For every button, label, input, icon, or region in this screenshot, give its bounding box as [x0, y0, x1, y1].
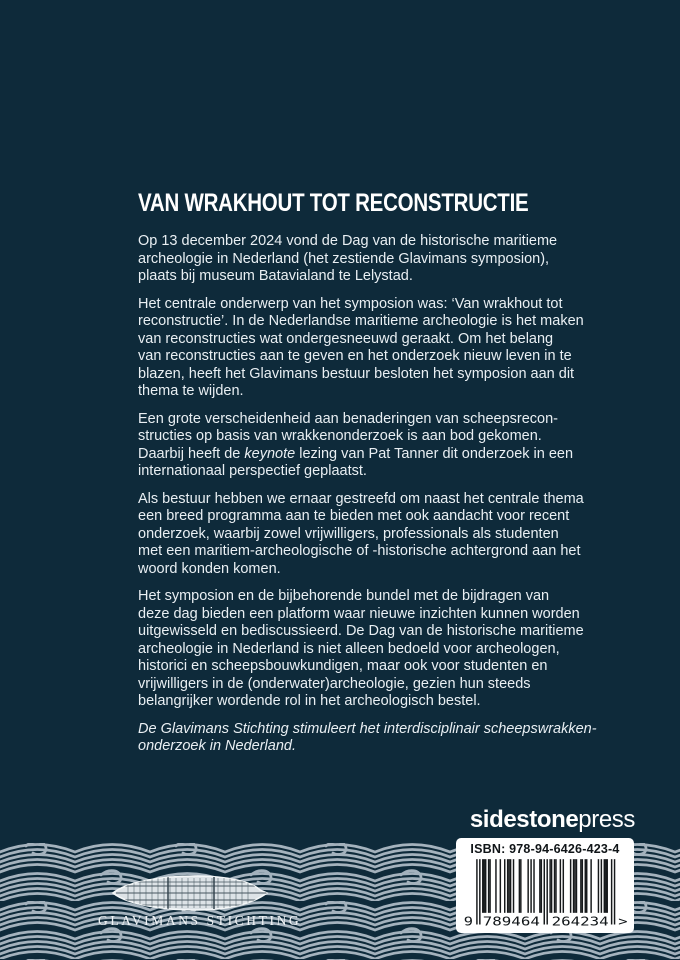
isbn-barcode-box	[456, 838, 634, 933]
page-title: VAN WRAKHOUT TOT RECONSTRUCTIE	[138, 189, 529, 217]
blurb-text-block	[138, 189, 598, 766]
publisher-logo	[470, 806, 635, 834]
paragraph: Het symposion en de bijbehorende bundel met de bijdragen van deze dag bieden een platform waar nieuwe inzichten kunnen worden uitgewisseld en bediscussieerd. De Dag van de historische maritieme archeologie in Nederland is niet alleen bedoeld voor archeologen, historici en scheepsbouwkundigen, maar ook voor studenten en vrijwilligers in de (onderwater)archeologie, gezien hun steeds belangrijker wordende rol in het archeologisch bestel.	[138, 588, 584, 709]
glavimans-label: GLAVIMANS STICHTING	[98, 913, 302, 928]
glavimans-logo	[98, 874, 302, 929]
barcode-arrow: >	[618, 915, 627, 928]
paragraph: De Glavimans Stichting stimuleert het interdisciplinair scheepswrakken- onderzoek in Nederland.	[138, 720, 597, 754]
body-paragraphs	[138, 233, 598, 756]
publisher-logo-light: press	[578, 806, 635, 833]
barcode-digit-lead: 9	[463, 915, 473, 928]
paragraph: Op 13 december 2024 vond de Dag van de historische maritieme archeologie in Nederland (het zestiende Glavimans symposion), plaats bij museum Batavialand te Lelystad.	[138, 233, 558, 284]
barcode-digits-group2: 264234	[551, 915, 609, 928]
ean13-barcode	[463, 858, 627, 928]
ship-hull-icon	[108, 874, 272, 912]
paragraph: Als bestuur hebben we ernaar gestreefd om naast het centrale thema een breed programma aan te bieden met ook aandacht voor recent onderzoek, waarbij zowel vrijwilligers, professionals als studenten met een maritiem-archeologische of -historische achtergrond aan het woord konden komen.	[138, 490, 584, 577]
paragraph: Een grote verscheidenheid aan benaderingen van scheepsrecon- structies op basis van wrakkenonderzoek is aan bod gekomen. Daarbij heeft de keynote lezing van Pat Tanner dit onderzoek in een internationaal perspectief geplaatst.	[138, 410, 574, 479]
isbn-label: ISBN: 978-94-6426-423-4	[470, 842, 620, 856]
barcode-digits-group1: 789464	[482, 915, 540, 928]
publisher-logo-bold: sidestone	[469, 806, 579, 833]
paragraph: Het centrale onderwerp van het symposion was: ‘Van wrakhout tot reconstructie’. In de Nederlandse maritieme archeologie is het maken van reconstructies wat ondergesneeuwd geraakt. Om het belang van reconstructies aan te geven en het onderzoek nieuw leven in te blazen, heeft het Glavimans bestuur besloten het symposion aan dit thema te wijden.	[138, 295, 584, 399]
